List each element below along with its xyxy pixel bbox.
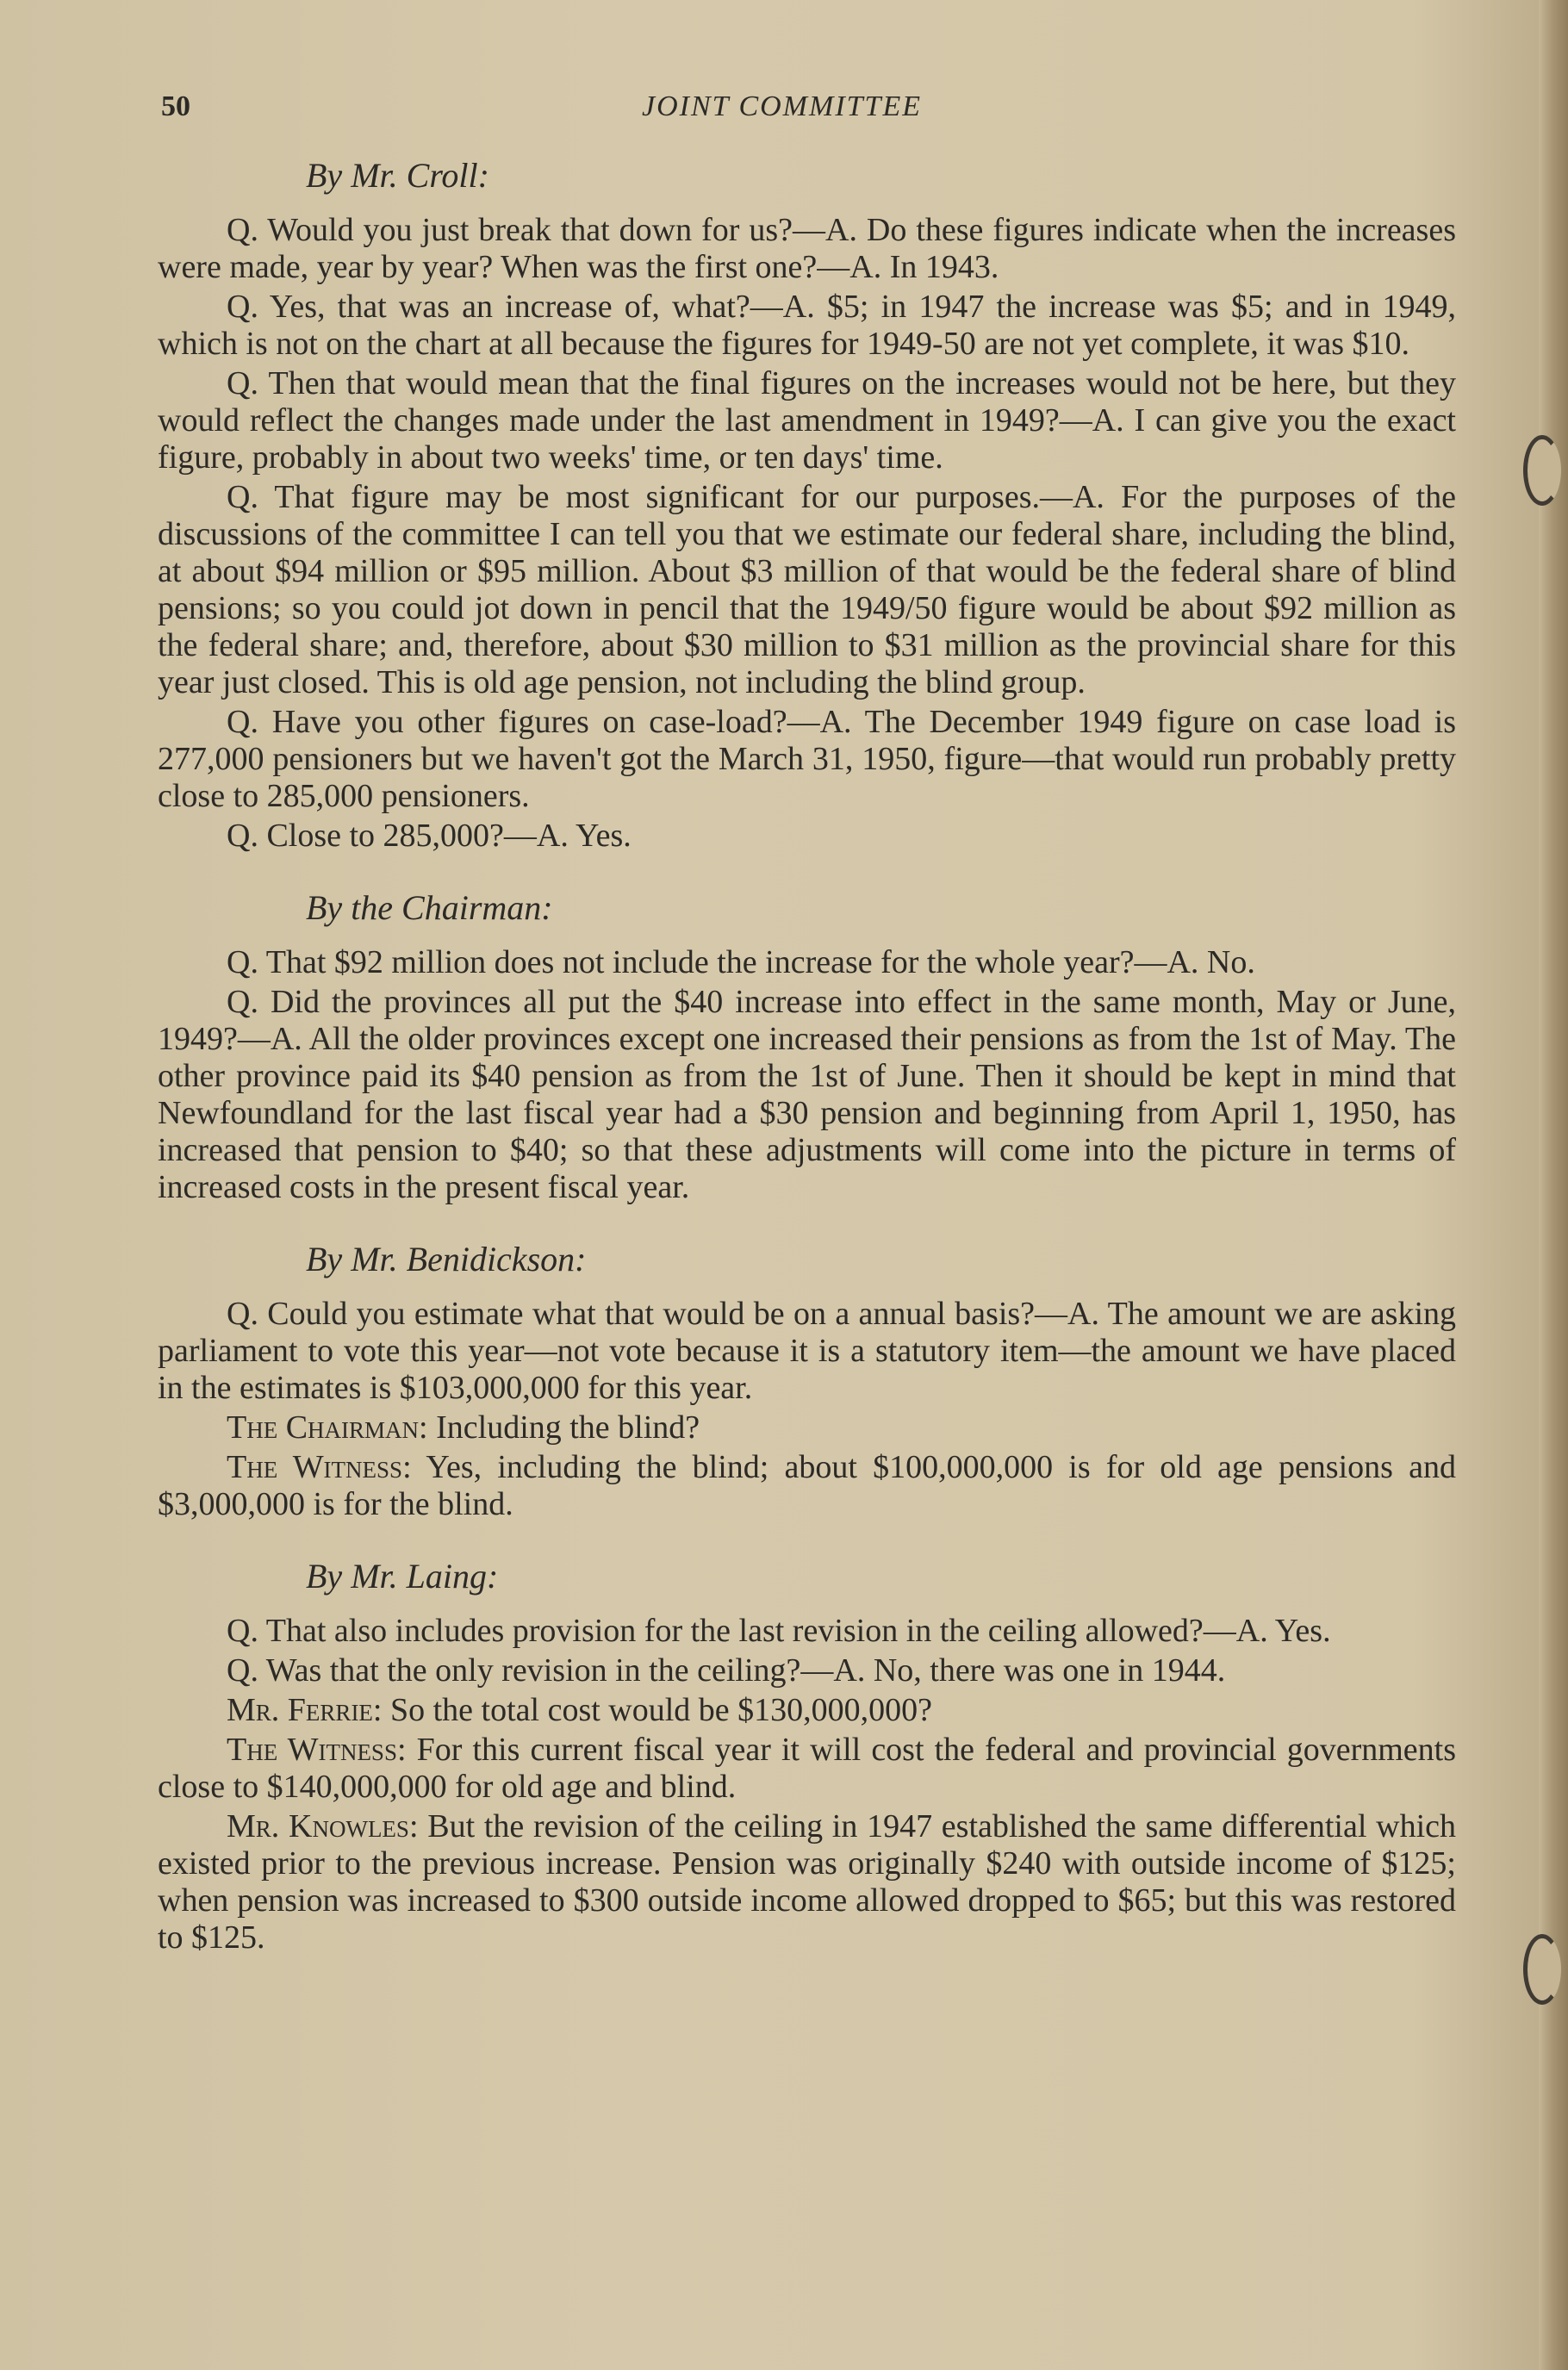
qa-paragraph: Q. Have you other figures on case-load?—A. The December 1949 figure on case load is 277,000 pensioners but we haven't got the March 31, 1950, figure—that would run probably pretty close to 285,000 pensioners. [158, 704, 1456, 814]
dialogue-paragraph [158, 1808, 1456, 1956]
dialogue-paragraph [158, 1449, 1456, 1523]
qa-paragraph: Q. Was that the only revision in the ceiling?—A. No, there was one in 1944. [227, 1652, 1226, 1689]
qa-paragraph: Q. Could you estimate what that would be on a annual basis?—A. The amount we are asking parliament to vote this year—not vote because it is a statutory item—the amount we have placed in the estimates is $103,000,000 for this year. [158, 1296, 1456, 1406]
page-binding-edge [1539, 0, 1568, 2370]
dialogue-text: But the revision of the ceiling in 1947 established the same differential which existed prior to the previous increase. Pension was originally $240 with outside income of $125; when pension was increased to $300 outside income allowed dropped to $65; but this was restored to $125. [158, 1808, 1457, 1956]
speaker-heading: By Mr. Laing: [306, 1557, 499, 1596]
speaker-name: Mr. Knowles: [227, 1808, 419, 1844]
speaker-heading: By Mr. Benidickson: [306, 1240, 587, 1278]
qa-paragraph: Q. That figure may be most significant for our purposes.—A. For the purposes of the discussions of the committee I can tell you that we estimate our federal share, including the blind, at about $94 million or $95 million. About $3 million of that would be the federal share of blind pensions; so you could jot down in pencil that the 1949/50 figure would be about $92 million as the federal share; and, therefore, about $30 million to $31 million as the provincial share for this year just closed. This is old age pension, not including the blind group. [158, 479, 1456, 700]
binding-hole-upper [1523, 435, 1561, 506]
running-head: JOINT COMMITTEE [642, 90, 922, 122]
qa-paragraph: Q. Close to 285,000?—A. Yes. [227, 818, 632, 854]
speaker-name: The Chairman: [227, 1409, 428, 1446]
qa-paragraph: Q. Then that would mean that the final figures on the increases would not be here, but they would reflect the changes made under the last amendment in 1949?—A. I can give you the exact figure, probably in about two weeks' time, or ten days' time. [158, 365, 1456, 476]
dialogue-text: Including the blind? [427, 1409, 700, 1446]
qa-paragraph: Q. That $92 million does not include the increase for the whole year?—A. No. [227, 944, 1255, 980]
dialogue-paragraph [158, 1732, 1456, 1806]
speaker-name: The Witness: [227, 1732, 407, 1768]
speaker-name: Mr. Ferrie: [227, 1692, 383, 1728]
dialogue-text: For this current fiscal year it will cost the federal and provincial governments close to $140,000,000 for old age and blind. [158, 1732, 1457, 1805]
page-body [158, 155, 1456, 1959]
qa-paragraph: Q. Yes, that was an increase of, what?—A. $5; in 1947 the increase was $5; and in 1949, which is not on the chart at all because the figures for 1949-50 are not yet complete, it was $10. [158, 289, 1456, 362]
qa-paragraph: Q. That also includes provision for the last revision in the ceiling allowed?—A. Yes. [227, 1613, 1331, 1649]
qa-paragraph: Q. Would you just break that down for us?—A. Do these figures indicate when the increases were made, year by year? When was the first one?—A. In 1943. [158, 212, 1456, 285]
page-header [0, 90, 1568, 134]
speaker-heading: By the Chairman: [306, 888, 553, 927]
speaker-name: The Witness: [227, 1449, 412, 1485]
dialogue-text: So the total cost would be $130,000,000? [382, 1692, 933, 1728]
dialogue-paragraph [158, 1409, 1456, 1446]
speaker-heading: By Mr. Croll: [306, 156, 489, 195]
page-number: 50 [161, 90, 190, 122]
binding-hole-lower [1523, 1934, 1561, 2005]
qa-paragraph: Q. Did the provinces all put the $40 increase into effect in the same month, May or June, 1949?—A. All the older provinces except one increased their pensions as from the 1st of May. The other province paid its $40 pension as from the 1st of June. Then it should be kept in mind that Newfoundland for the last fiscal year had a $30 pension and beginning from April 1, 1950, has increased that pension to $40; so that these adjustments will come into the picture in terms of increased costs in the present fiscal year. [158, 984, 1456, 1205]
dialogue-text: Yes, including the blind; about $100,000,000 is for old age pensions and $3,000,000 is for the blind. [158, 1449, 1456, 1522]
dialogue-paragraph [158, 1692, 1456, 1729]
